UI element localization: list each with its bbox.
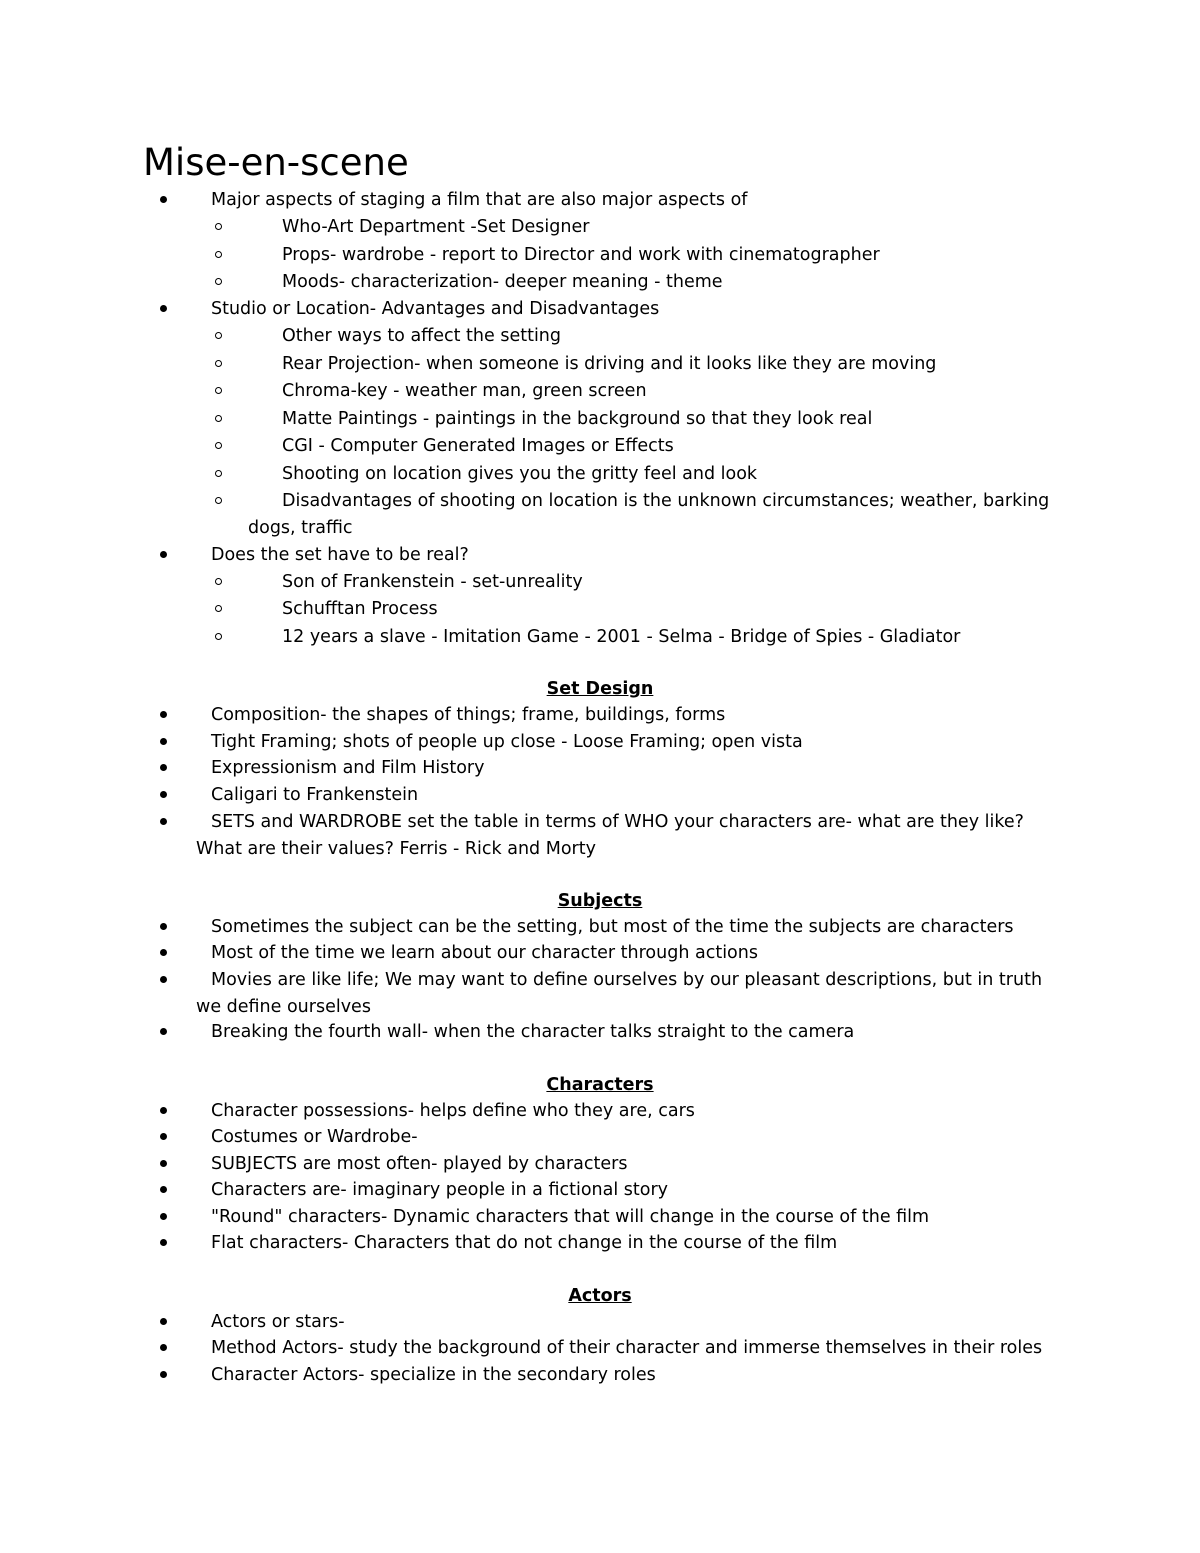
bullet-icon bbox=[160, 923, 167, 930]
bullet-icon bbox=[160, 1186, 167, 1193]
list-item: Actors or stars- bbox=[211, 1312, 345, 1332]
bullet-icon bbox=[160, 976, 167, 983]
sub-list-item: Moods- characterization- deeper meaning - theme bbox=[282, 272, 723, 292]
list-item: Method Actors- study the background of their character and immerse themselves in their roles bbox=[211, 1338, 1043, 1358]
circle-bullet-icon bbox=[215, 387, 222, 394]
section-heading-subjects: Subjects bbox=[557, 891, 643, 911]
list-item-continuation: What are their values? Ferris - Rick and Morty bbox=[196, 839, 596, 859]
sub-list-item: Matte Paintings - paintings in the background so that they look real bbox=[282, 409, 873, 429]
circle-bullet-icon bbox=[215, 633, 222, 640]
list-item: Breaking the fourth wall- when the character talks straight to the camera bbox=[211, 1022, 855, 1042]
bullet-icon bbox=[160, 1160, 167, 1167]
circle-bullet-icon bbox=[215, 470, 222, 477]
bullet-icon bbox=[160, 1344, 167, 1351]
circle-bullet-icon bbox=[215, 415, 222, 422]
bullet-icon bbox=[160, 196, 167, 203]
bullet-icon bbox=[160, 1239, 167, 1246]
page-title: Mise-en-scene bbox=[143, 141, 409, 184]
section-heading-actors: Actors bbox=[568, 1286, 632, 1306]
bullet-icon bbox=[160, 1213, 167, 1220]
list-item: Sometimes the subject can be the setting, but most of the time the subjects are characters bbox=[211, 917, 1014, 937]
list-item: Major aspects of staging a film that are also major aspects of bbox=[211, 190, 748, 210]
bullet-icon bbox=[160, 305, 167, 312]
list-item: Composition- the shapes of things; frame, buildings, forms bbox=[211, 705, 726, 725]
circle-bullet-icon bbox=[215, 251, 222, 258]
bullet-icon bbox=[160, 1371, 167, 1378]
bullet-icon bbox=[160, 764, 167, 771]
circle-bullet-icon bbox=[215, 223, 222, 230]
list-item: Flat characters- Characters that do not change in the course of the film bbox=[211, 1233, 838, 1253]
sub-list-item: 12 years a slave - Imitation Game - 2001 - Selma - Bridge of Spies - Gladiator bbox=[282, 627, 961, 647]
list-item: Studio or Location- Advantages and Disadvantages bbox=[211, 299, 660, 319]
sub-list-item: Disadvantages of shooting on location is the unknown circumstances; weather, barking bbox=[282, 491, 1050, 511]
bullet-icon bbox=[160, 738, 167, 745]
circle-bullet-icon bbox=[215, 605, 222, 612]
bullet-icon bbox=[160, 1107, 167, 1114]
sub-list-item: Schufftan Process bbox=[282, 599, 438, 619]
section-heading-characters: Characters bbox=[546, 1075, 654, 1095]
bullet-icon bbox=[160, 1318, 167, 1325]
list-item: Does the set have to be real? bbox=[211, 545, 469, 565]
sub-list-item: Shooting on location gives you the gritty feel and look bbox=[282, 464, 758, 484]
list-item: SUBJECTS are most often- played by characters bbox=[211, 1154, 628, 1174]
sub-list-item: Props- wardrobe - report to Director and work with cinematographer bbox=[282, 245, 880, 265]
bullet-icon bbox=[160, 949, 167, 956]
sub-list-item: Who-Art Department -Set Designer bbox=[282, 217, 590, 237]
sub-list-item: Other ways to affect the setting bbox=[282, 326, 562, 346]
circle-bullet-icon bbox=[215, 332, 222, 339]
bullet-icon bbox=[160, 1028, 167, 1035]
bullet-icon bbox=[160, 1133, 167, 1140]
sub-list-item: CGI - Computer Generated Images or Effects bbox=[282, 436, 674, 456]
list-item: "Round" characters- Dynamic characters that will change in the course of the film bbox=[211, 1207, 930, 1227]
sub-list-item-continuation: dogs, traffic bbox=[248, 518, 353, 538]
circle-bullet-icon bbox=[215, 278, 222, 285]
circle-bullet-icon bbox=[215, 497, 222, 504]
list-item: Character Actors- specialize in the secondary roles bbox=[211, 1365, 656, 1385]
list-item: Movies are like life; We may want to define ourselves by our pleasant descriptions, but in truth bbox=[211, 970, 1043, 990]
bullet-icon bbox=[160, 551, 167, 558]
bullet-icon bbox=[160, 711, 167, 718]
sub-list-item: Rear Projection- when someone is driving and it looks like they are moving bbox=[282, 354, 937, 374]
circle-bullet-icon bbox=[215, 442, 222, 449]
list-item: Most of the time we learn about our character through actions bbox=[211, 943, 758, 963]
circle-bullet-icon bbox=[215, 360, 222, 367]
bullet-icon bbox=[160, 791, 167, 798]
bullet-icon bbox=[160, 818, 167, 825]
section-heading-set-design: Set Design bbox=[546, 679, 654, 699]
list-item: SETS and WARDROBE set the table in terms of WHO your characters are- what are they like? bbox=[211, 812, 1024, 832]
sub-list-item: Chroma-key - weather man, green screen bbox=[282, 381, 647, 401]
list-item: Tight Framing; shots of people up close - Loose Framing; open vista bbox=[211, 732, 803, 752]
circle-bullet-icon bbox=[215, 578, 222, 585]
list-item: Characters are- imaginary people in a fictional story bbox=[211, 1180, 669, 1200]
list-item: Caligari to Frankenstein bbox=[211, 785, 419, 805]
list-item: Expressionism and Film History bbox=[211, 758, 485, 778]
sub-list-item: Son of Frankenstein - set-unreality bbox=[282, 572, 583, 592]
list-item: Costumes or Wardrobe- bbox=[211, 1127, 418, 1147]
list-item: Character possessions- helps define who they are, cars bbox=[211, 1101, 695, 1121]
list-item-continuation: we define ourselves bbox=[196, 997, 371, 1017]
